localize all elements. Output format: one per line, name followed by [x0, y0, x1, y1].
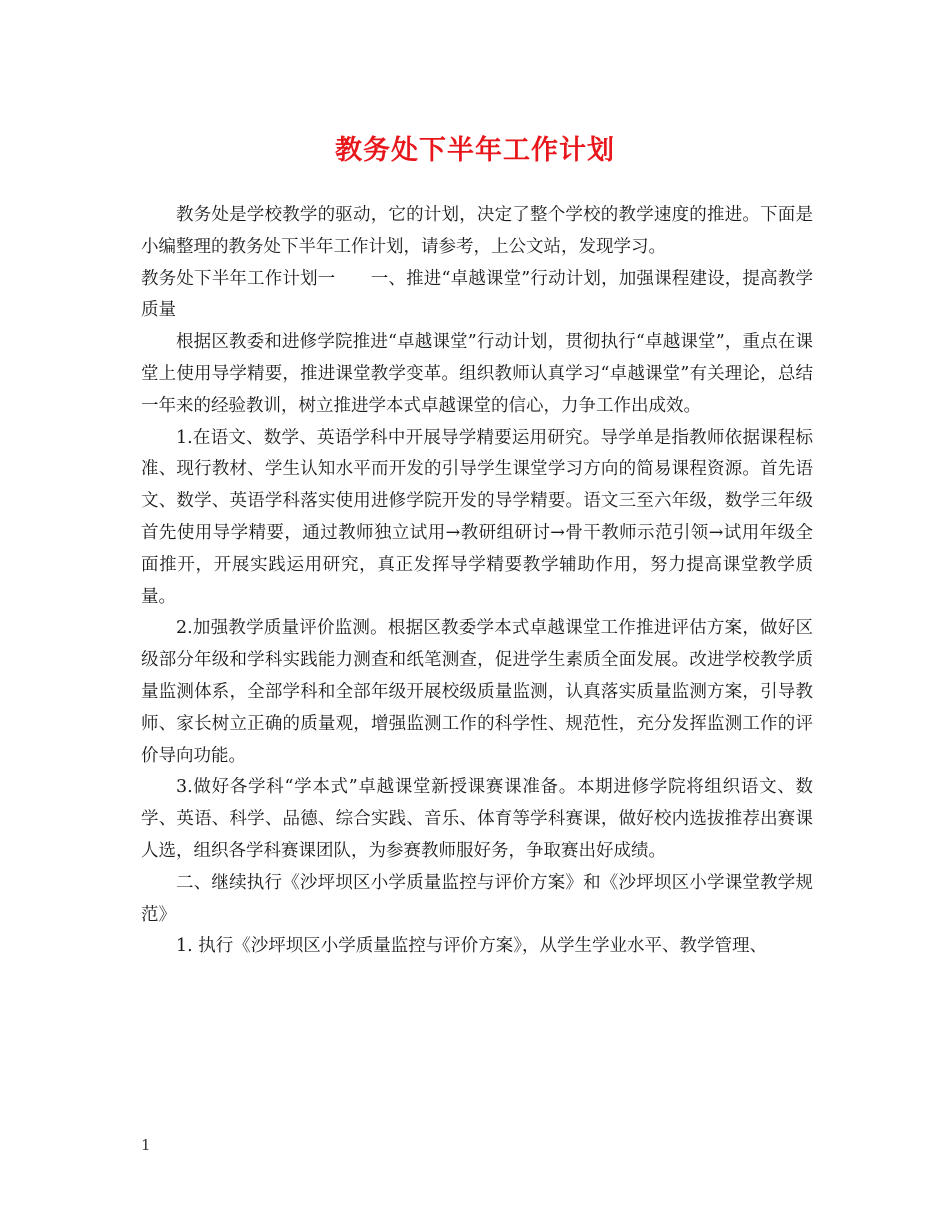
- document-body: [141, 200, 813, 963]
- paragraph-item-3: 3.做好各学科“学本式”卓越课堂新授课赛课准备。本期进修学院将组织语文、数学、英语、科学、品德、综合实践、音乐、体育等学科赛课，做好校内选拔推荐出赛课人选，组织各学科赛课团队，为参赛教师服好务，争取赛出好成绩。: [141, 777, 813, 861]
- paragraph-item-2: 2.加强教学质量评价监测。根据区教委学本式卓越课堂工作推进评估方案，做好区级部分年级和学科实践能力测查和纸笔测查，促进学生素质全面发展。改进学校教学质量监测体系，全部学科和全部年级开展校级质量监测，认真落实质量监测方案，引导教师、家长树立正确的质量观，增强监测工作的科学性、规范性，充分发挥监测工作的评价导向功能。: [141, 618, 813, 766]
- paragraph-excellent-classroom: 根据区教委和进修学院推进“卓越课堂”行动计划，贯彻执行“卓越课堂”，重点在课堂上使用导学精要，推进课堂教学变革。组织教师认真学习“卓越课堂”有关理论，总结一年来的经验教训，树立推进学本式卓越课堂的信心，力争工作出成效。: [141, 332, 813, 416]
- paragraph-plan-heading: 教务处下半年工作计划一 一、推进“卓越课堂”行动计划，加强课程建设，提高教学质量: [141, 268, 813, 321]
- paragraph-item-1: 1.在语文、数学、英语学科中开展导学精要运用研究。导学单是指教师依据课程标准、现行教材、学生认知水平而开发的引导学生课堂学习方向的简易课程资源。首先语文、数学、英语学科落实使用进修学院开发的导学精要。语文三至六年级，数学三年级首先使用导学精要，通过教师独立试用→教研组研讨→骨干教师示范引领→试用年级全面推开，开展实践运用研究，真正发挥导学精要教学辅助作用，努力提高课堂教学质量。: [141, 427, 813, 607]
- page-title: 教务处下半年工作计划: [335, 135, 615, 166]
- paragraph-section-2-heading: 二、继续执行《沙坪坝区小学质量监控与评价方案》和《沙坪坝区小学课堂教学规范》: [141, 872, 813, 925]
- paragraph-intro: 教务处是学校教学的驱动，它的计划，决定了整个学校的教学速度的推进。下面是小编整理的教务处下半年工作计划，请参考，上公文站，发现学习。: [141, 205, 813, 257]
- page-number: 1: [141, 1136, 151, 1154]
- paragraph-section-2-item-1: 1. 执行《沙坪坝区小学质量监控与评价方案》，从学生学业水平、教学管理、: [176, 936, 768, 957]
